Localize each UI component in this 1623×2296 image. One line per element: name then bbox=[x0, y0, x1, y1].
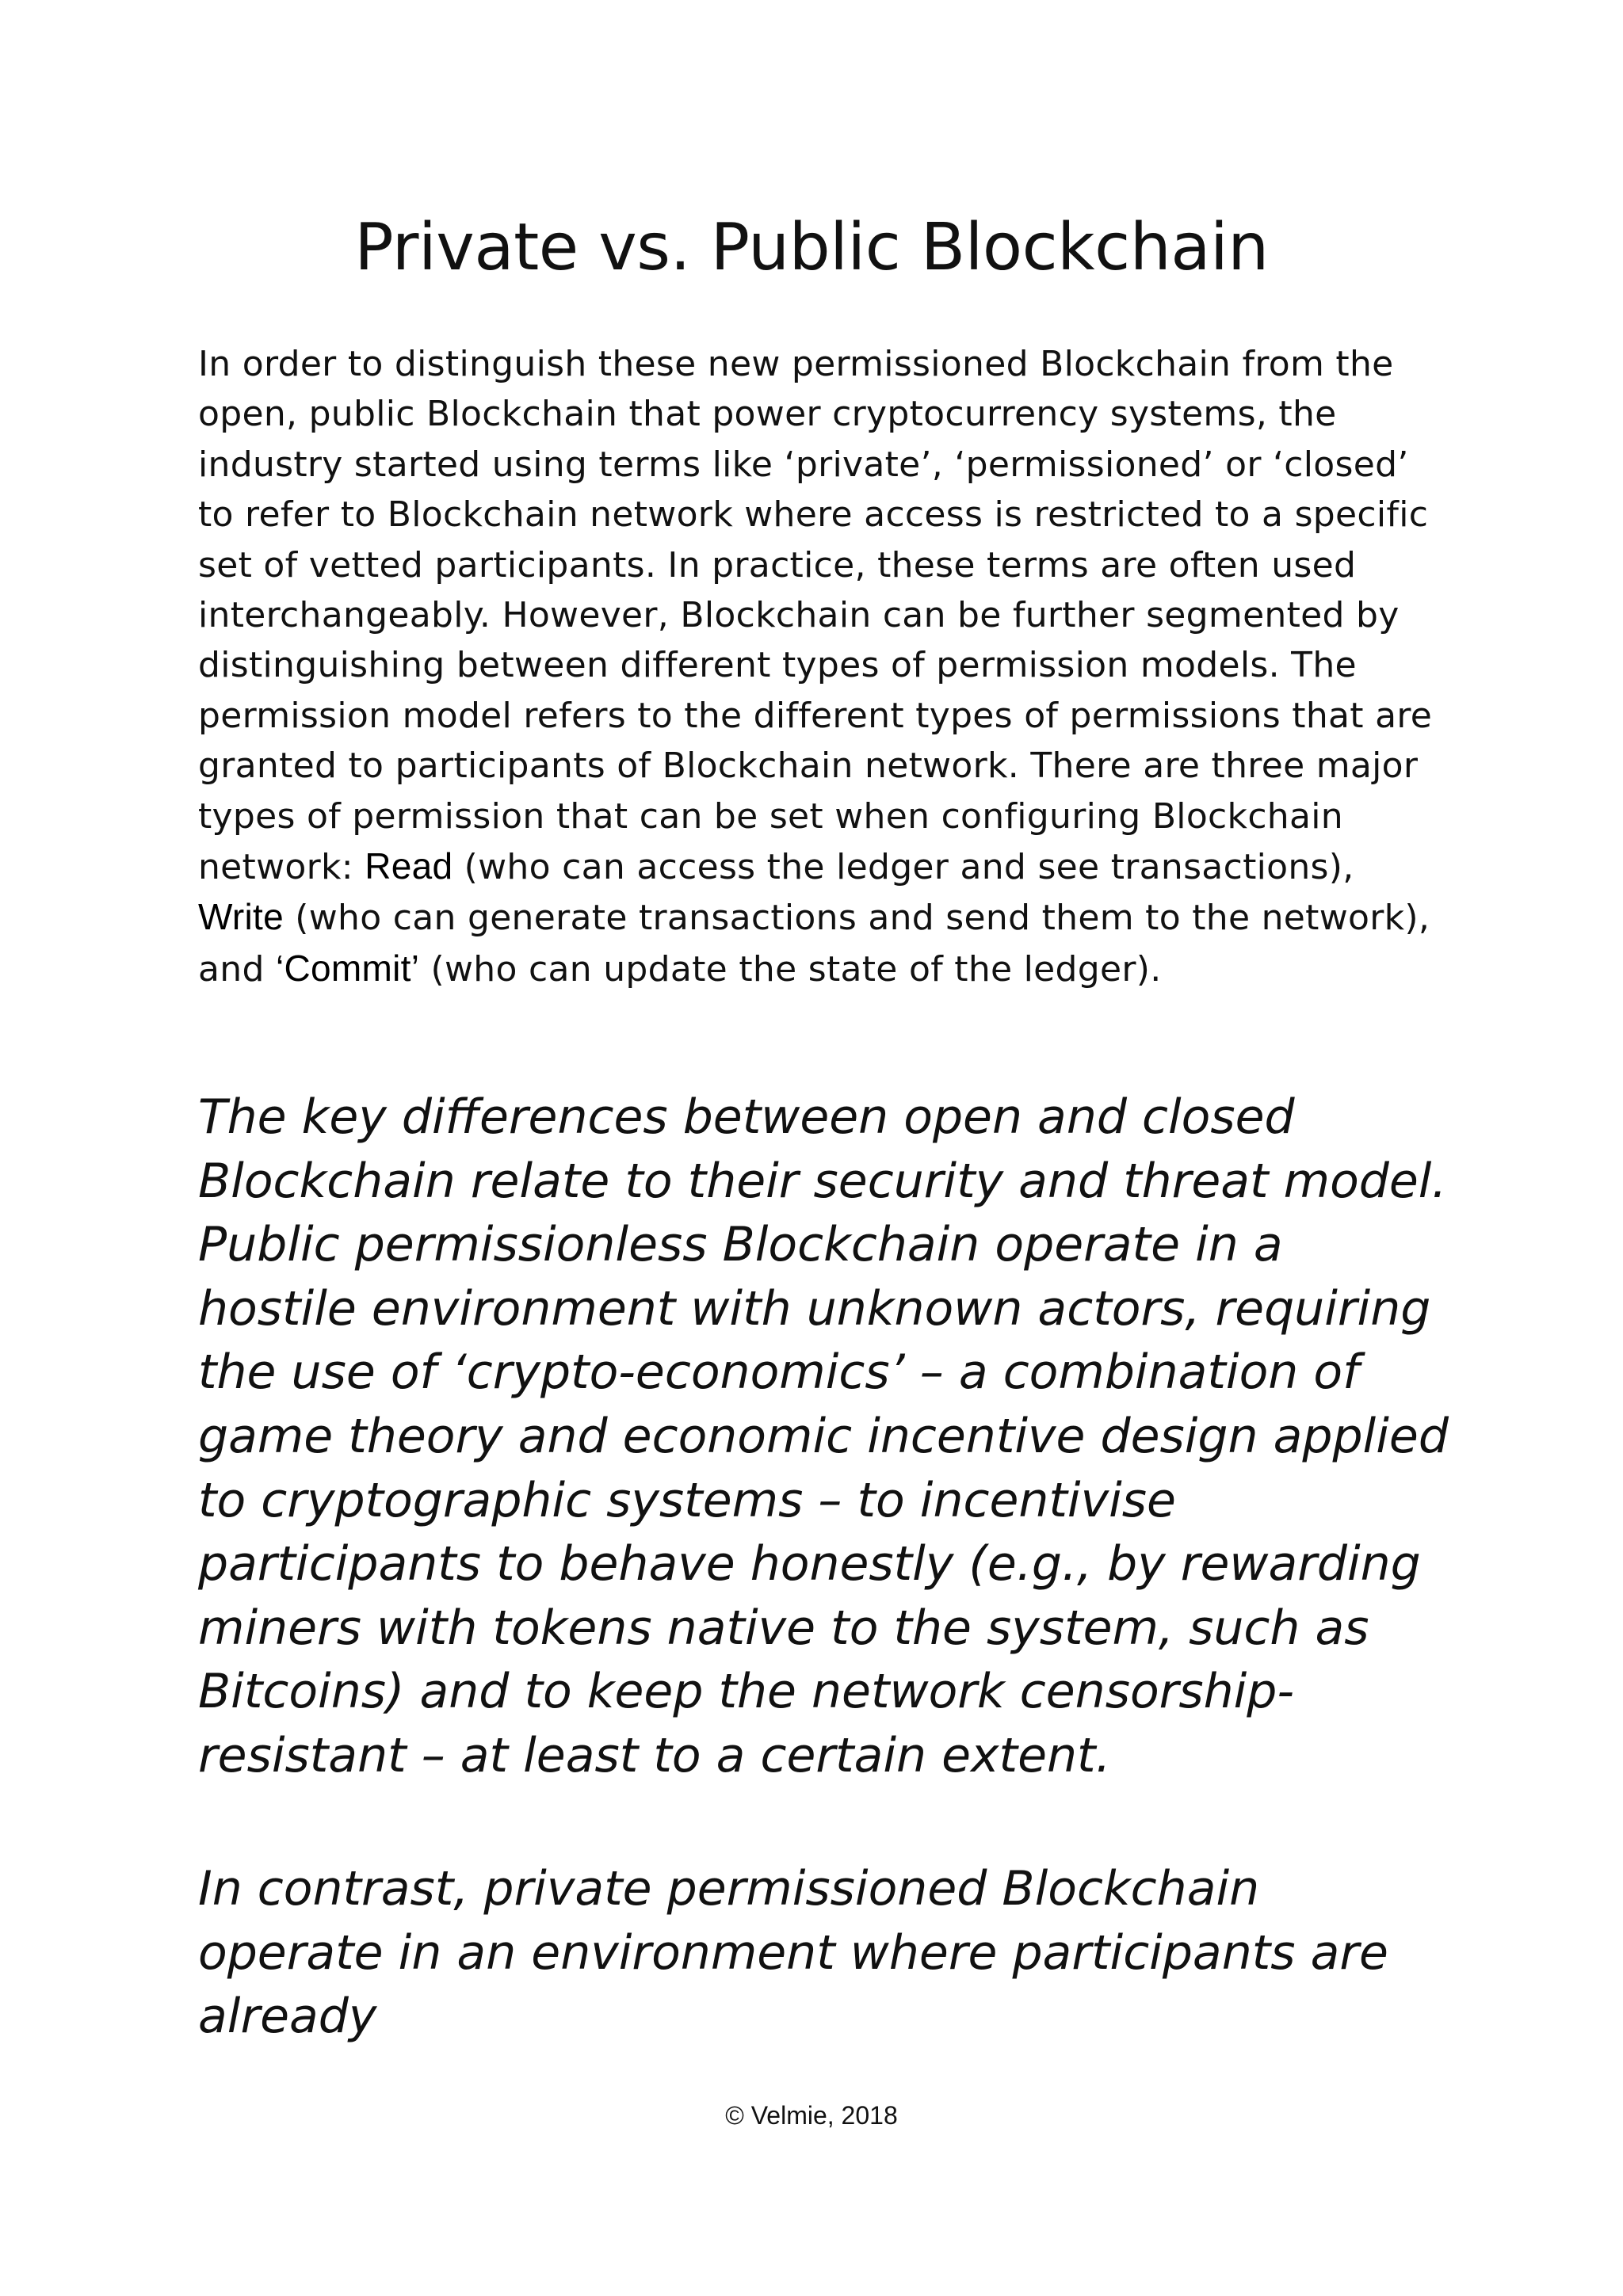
key-differences-paragraph: The key differences between open and closed Blockchain relate to their security and threat model. Public permissionless Blockchain operate in a hostile environment with unknown actors, requiring the use of ‘crypto-economics’ – a combination of game theory and economic incentive design applied to cryptographic systems – to incentivise participants to behave honestly (e.g., by rewarding miners with tokens native to the system, such as Bitcoins) and to keep the network censorship-resistant – at least to a certain extent. bbox=[198, 1089, 1449, 1783]
keyword-commit: ‘Commit’ bbox=[275, 947, 420, 989]
intro-text-part-3: (who can generate transactions and send them to the network), and bbox=[198, 898, 1430, 990]
intro-text-part-1: In order to distinguish these new permissioned Blockchain from the open, public Blockchain that power cryptocurrency systems, the industry started using terms like ‘private’, ‘permissioned’ or ‘closed’ to refer to Blockchain network where access is restricted to a specific set of vetted participants. In practice, these terms are often used interchangeably. However, Blockchain can be further segmented by distinguishing between different types of permission models. The permission model refers to the different types of permissions that are granted to participants of Blockchain network. There are three major types of permission that can be set when configuring Blockchain network: bbox=[198, 344, 1433, 888]
copyright-footer: © Velmie, 2018 bbox=[725, 2101, 898, 2130]
intro-paragraph bbox=[198, 339, 1434, 994]
contrast-paragraph: In contrast, private permissioned Blockchain operate in an environment where participants are already bbox=[198, 1861, 1388, 2045]
keyword-read: Read bbox=[365, 845, 453, 887]
intro-text-part-2: (who can access the ledger and see transactions), bbox=[453, 847, 1354, 888]
intro-text-part-4: (who can update the state of the ledger). bbox=[419, 948, 1162, 990]
page-title: Private vs. Public Blockchain bbox=[354, 210, 1269, 285]
keyword-write: Write bbox=[198, 896, 284, 938]
